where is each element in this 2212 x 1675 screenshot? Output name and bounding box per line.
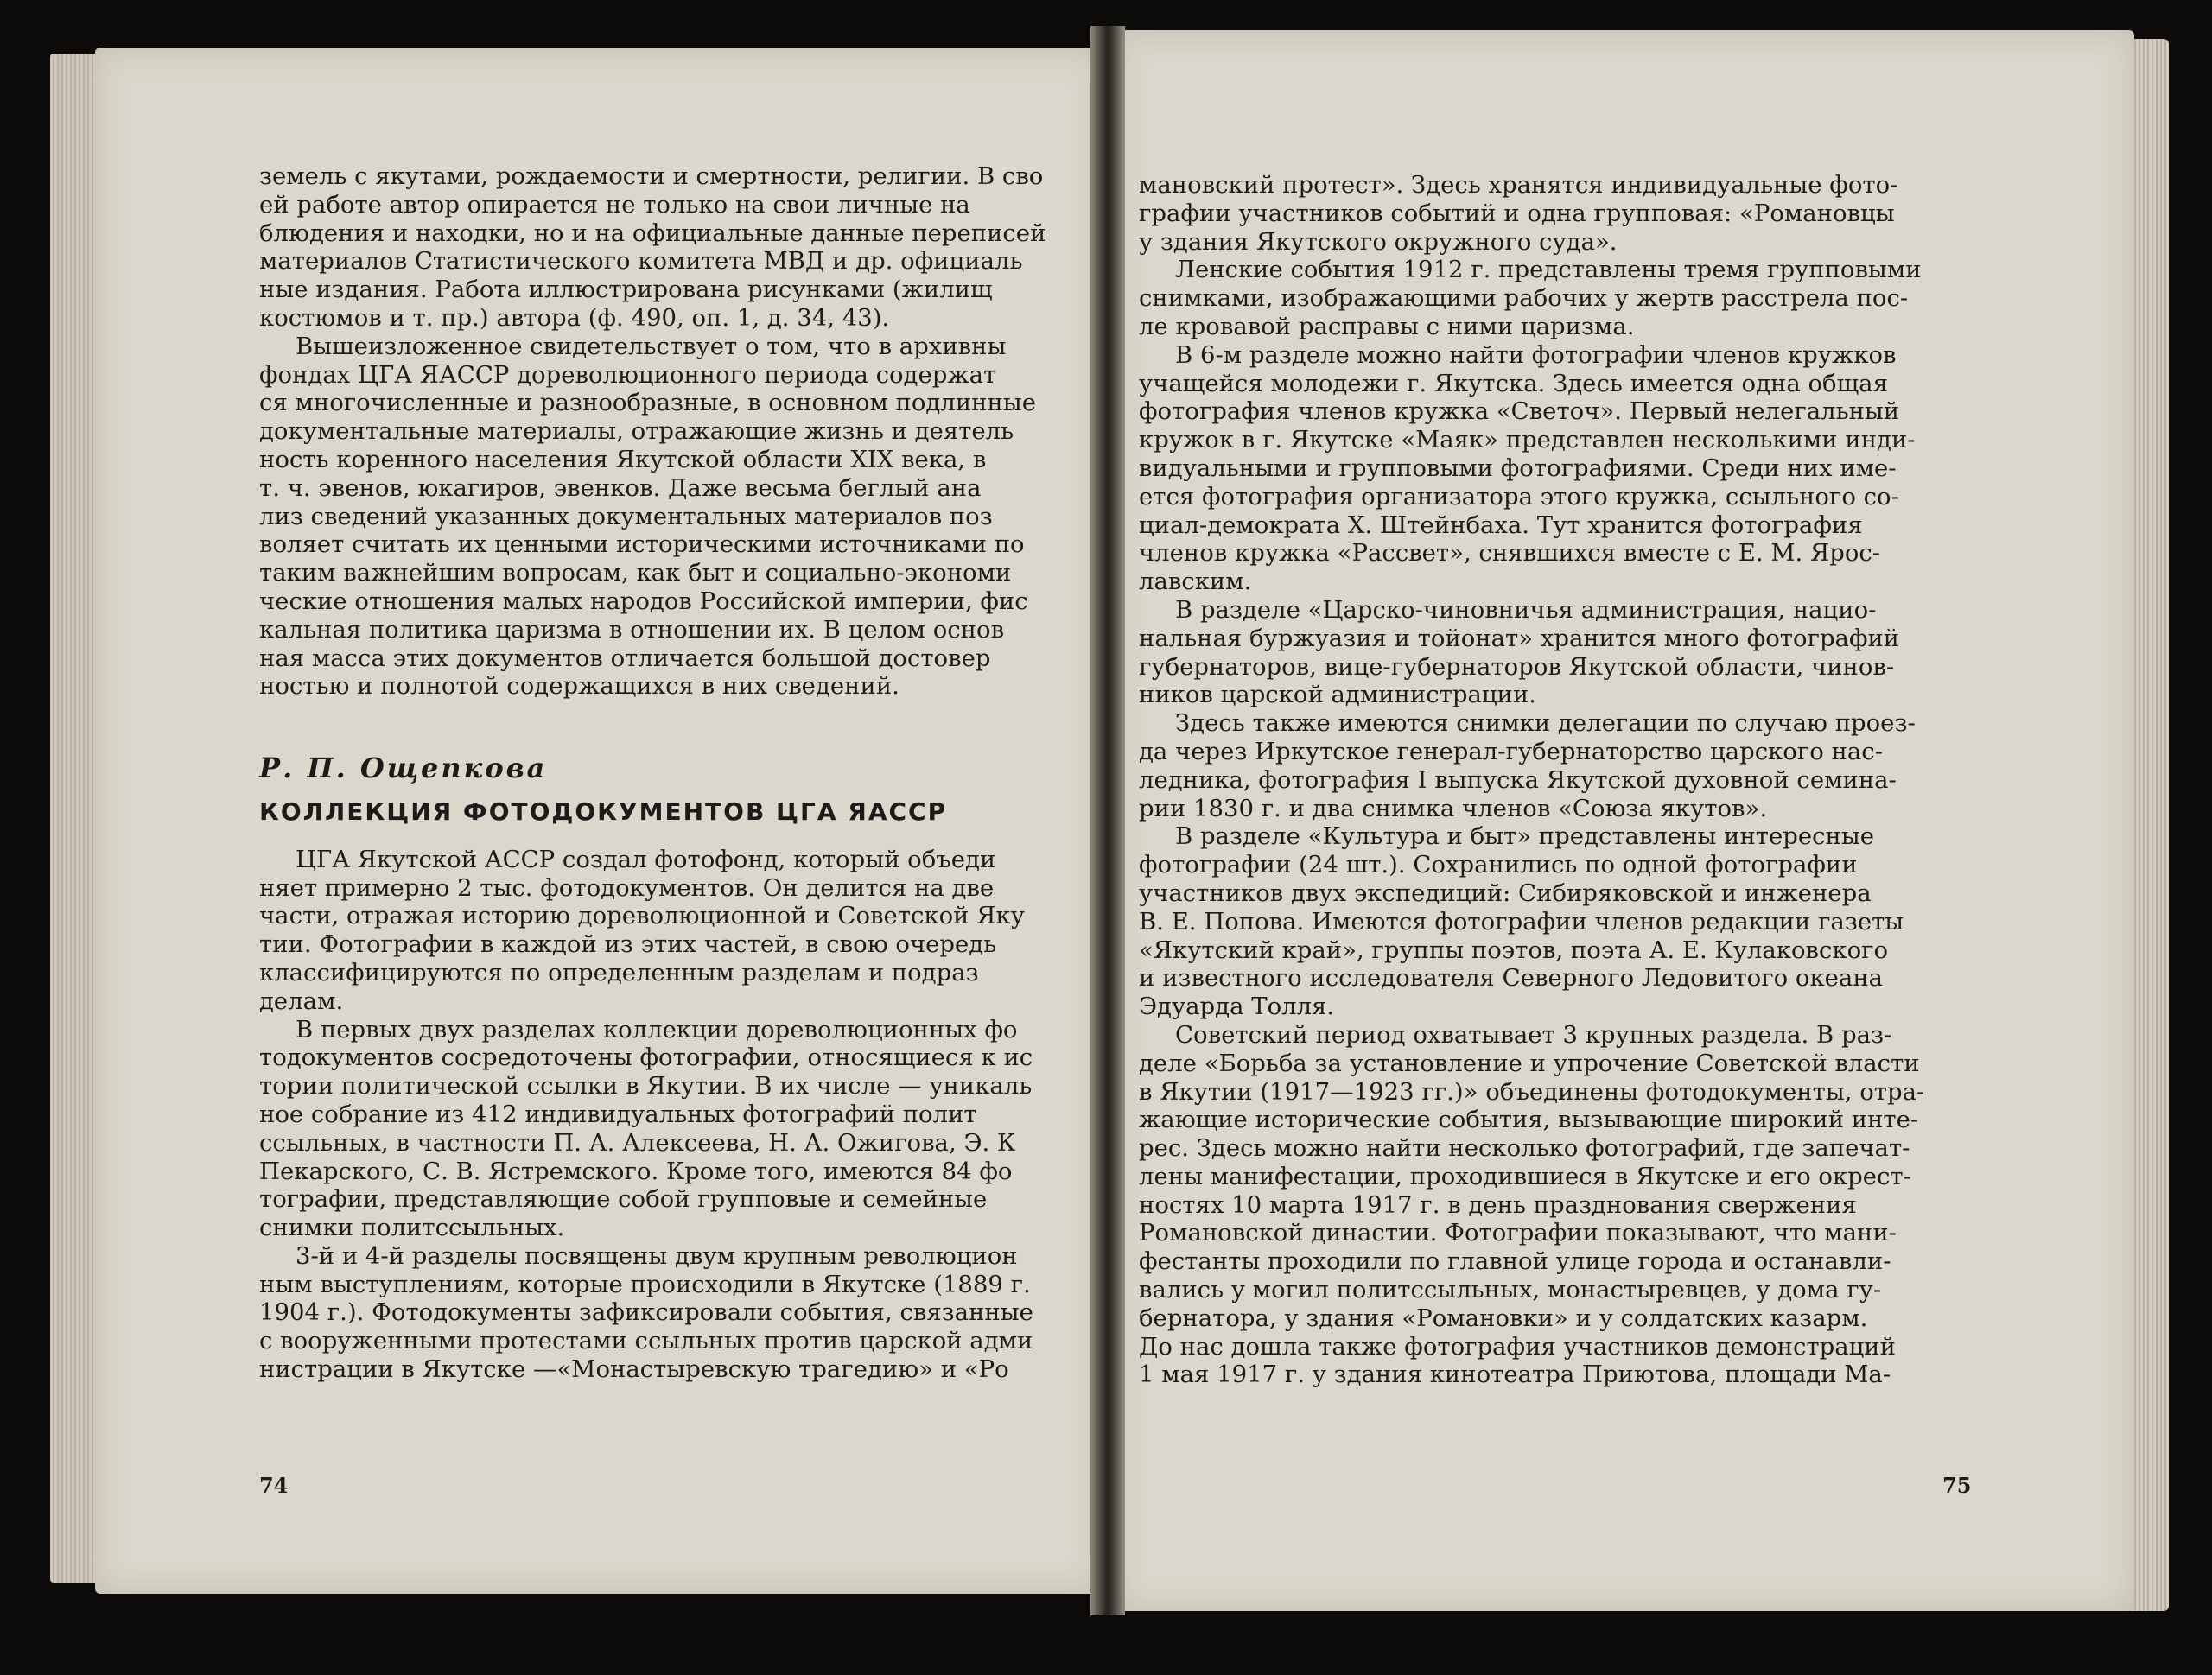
text-line: жающие исторические события, вызывающие широкий инте- <box>1139 1106 1919 1134</box>
text-line: земель с якутами, рождаемости и смертности, религии. В сво <box>259 162 1044 190</box>
text-line: бернатора, у здания «Романовки» и у солдатских казарм. <box>1139 1304 1868 1332</box>
article-paragraph-2 <box>259 1016 1073 1242</box>
text-line: Эдуарда Толля. <box>1139 993 1335 1021</box>
text-line: в Якутии (1917—1923 гг.)» объединены фотодокументы, отра- <box>1139 1077 1925 1106</box>
book-gutter <box>1090 26 1125 1615</box>
text-line: фотографии (24 шт.). Сохранились по одной фотографии <box>1139 851 1858 879</box>
text-line: костюмов и т. пр.) автора (ф. 490, оп. 1, д. 34, 43). <box>259 303 890 332</box>
text-line: лиз сведений указанных документальных материалов поз <box>259 502 993 530</box>
text-line: кружок в г. Якутске «Маяк» представлен несколькими инди- <box>1139 426 1916 454</box>
text-line: ные издания. Работа иллюстрирована рисунками (жилищ <box>259 276 993 304</box>
text-line: ческие отношения малых народов Российской империи, фис <box>259 587 1028 615</box>
text-line: документальные материалы, отражающие жизнь и деятель <box>259 417 1014 446</box>
text-line: тодокументов сосредоточены фотографии, относящиеся к ис <box>259 1044 1033 1072</box>
text-line: Советский период охватывает 3 крупных раздела. В раз- <box>1175 1020 1892 1049</box>
text-line: мановский протест». Здесь хранятся индивидуальные фото- <box>1139 171 1898 199</box>
text-line: нистрации в Якутске —«Монастыревскую трагедию» и «Ро <box>259 1355 1009 1384</box>
text-line: ледника, фотография I выпуска Якутской духовной семина- <box>1139 765 1897 794</box>
page-number-left: 74 <box>259 1473 289 1498</box>
text-line: материалов Статистического комитета МВД и др. официаль <box>259 247 1023 276</box>
text-line: В. Е. Попова. Имеются фотографии членов редакции газеты <box>1139 907 1904 936</box>
text-line: Пекарского, С. В. Ястремского. Кроме того, имеются 84 фо <box>259 1157 1013 1185</box>
text-line: фондах ЦГА ЯАССР дореволюционного периода содержат <box>259 360 997 389</box>
text-line: тории политической ссылки в Якутии. В их числе — уникаль <box>259 1072 1033 1101</box>
text-line: графии участников событий и одна групповая: «Романовцы <box>1139 199 1895 227</box>
text-line: ная масса этих документов отличается большой достовер <box>259 644 991 672</box>
page-number-right: 75 <box>1942 1473 1972 1498</box>
text-line: ностью и полнотой содержащихся в них сведений. <box>259 672 899 701</box>
text-line: делам. <box>259 987 344 1015</box>
text-line: Вышеизложенное свидетельствует о том, что в архивны <box>296 332 1007 360</box>
text-line: ным выступлениям, которые происходили в Якутске (1889 г. <box>259 1270 1031 1298</box>
text-line: ностях 10 марта 1917 г. в день празднования свержения <box>1139 1190 1857 1219</box>
text-line: с вооруженными протестами ссыльных против царской адми <box>259 1327 1033 1355</box>
text-line: фестанты проходили по главной улице города и останавли- <box>1139 1247 1891 1276</box>
text-line: Здесь также имеются снимки делегации по случаю проез- <box>1175 709 1916 738</box>
text-line: ей работе автор опирается не только на свои личные на <box>259 190 970 219</box>
text-line: Ленские события 1912 г. представлены тремя групповыми <box>1175 256 1922 284</box>
text-line: снимки политссыльных. <box>259 1214 565 1242</box>
text-line: лавским. <box>1139 568 1252 596</box>
text-line: фотография членов кружка «Светоч». Первый нелегальный <box>1139 397 1900 426</box>
article-author: Р. П. Ощепкова <box>259 752 548 785</box>
text-line: т. ч. эвенов, юкагиров, эвенков. Даже весьма беглый ана <box>259 473 982 502</box>
left-page-text <box>259 162 1073 1384</box>
text-line: и известного исследователя Северного Ледовитого океана <box>1139 964 1884 993</box>
article-title: КОЛЛЕКЦИЯ ФОТОДОКУМЕНТОВ ЦГА ЯАССР <box>259 796 948 826</box>
left-summary-paragraph <box>259 333 1073 701</box>
text-line: В разделе «Царско-чиновничья администрация, нацио- <box>1175 595 1877 624</box>
text-line: рес. Здесь можно найти несколько фотографий, где запечат- <box>1139 1134 1910 1163</box>
text-line: ется фотография организатора этого кружка, ссыльного со- <box>1139 482 1899 511</box>
text-line: ность коренного населения Якутской области XIX века, в <box>259 445 987 473</box>
text-line: лены манифестации, проходившиеся в Якутске и его окрест- <box>1139 1162 1911 1190</box>
text-line: нальная буржуазия и тойонат» хранится много фотографий <box>1139 624 1900 652</box>
text-line: вались у могил политссыльных, монастыревцев, у дома гу- <box>1139 1276 1882 1304</box>
text-line: снимками, изображающими рабочих у жертв расстрела пос- <box>1139 284 1909 313</box>
text-line: ное собрание из 412 индивидуальных фотографий полит <box>259 1100 977 1128</box>
text-line: части, отражая историю дореволюционной и Советской Яку <box>259 902 1025 930</box>
text-line: 1 мая 1917 г. у здания кинотеатра Приютова, площади Ма- <box>1139 1361 1891 1389</box>
text-line: губернаторов, вице-губернаторов Якутской области, чинов- <box>1139 652 1895 681</box>
text-line: До нас дошла также фотография участников демонстраций <box>1139 1332 1896 1361</box>
text-line: ся многочисленные и разнообразные, в основном подлинные <box>259 389 1036 417</box>
text-line: классифицируются по определенным разделам и подраз <box>259 958 979 987</box>
text-line: «Якутский край», группы поэтов, поэта А. Е. Кулаковского <box>1139 936 1889 964</box>
text-line: В разделе «Культура и быт» представлены интересные <box>1175 822 1875 851</box>
text-line: блюдения и находки, но и на официальные данные переписей <box>259 219 1046 247</box>
left-intro-paragraph <box>259 162 1073 333</box>
text-line: членов кружка «Рассвет», снявшихся вместе с Е. М. Ярос- <box>1139 539 1881 568</box>
text-line: В 6-м разделе можно найти фотографии членов кружков <box>1175 340 1897 369</box>
text-line: ле кровавой расправы с ними царизма. <box>1139 312 1635 340</box>
article-paragraph-1 <box>259 846 1073 1016</box>
text-line: Романовской династии. Фотографии показывают, что мани- <box>1139 1219 1897 1247</box>
text-line: да через Иркутское генерал-губернаторство царского нас- <box>1139 737 1883 765</box>
text-line: таким важнейшим вопросам, как быт и социально-экономи <box>259 559 1012 587</box>
right-page-text <box>1139 171 1953 1389</box>
text-line: учащейся молодежи г. Якутска. Здесь имеется одна общая <box>1139 369 1888 397</box>
text-line: рии 1830 г. и два снимка членов «Союза якутов». <box>1139 794 1768 822</box>
text-line: ников царской администрации. <box>1139 681 1536 709</box>
text-line: В первых двух разделах коллекции дореволюционных фо <box>296 1015 1018 1044</box>
text-line: деле «Борьба за установление и упрочение Советской власти <box>1139 1049 1920 1077</box>
text-line: участников двух экспедиций: Сибиряковской и инженера <box>1139 879 1872 907</box>
text-line: у здания Якутского окружного суда». <box>1139 227 1618 256</box>
text-line: ссыльных, в частности П. А. Алексеева, Н. А. Ожигова, Э. К <box>259 1128 1016 1157</box>
text-line: циал-демократа Х. Штейнбаха. Тут хранится фотография <box>1139 511 1863 539</box>
text-line: воляет считать их ценными историческими источниками по <box>259 530 1025 559</box>
text-line: няет примерно 2 тыс. фотодокументов. Он делится на две <box>259 873 995 902</box>
article-paragraph-3 <box>259 1242 1073 1384</box>
text-line: 3-й и 4-й разделы посвящены двум крупным революцион <box>296 1241 1018 1270</box>
text-line: видуальными и групповыми фотографиями. Среди них име- <box>1139 454 1897 482</box>
text-line: ЦГА Якутской АССР создал фотофонд, который объеди <box>296 845 996 873</box>
text-line: тии. Фотографии в каждой из этих частей, в свою очередь <box>259 930 997 959</box>
text-line: кальная политика царизма в отношении их. В целом основ <box>259 615 1005 644</box>
text-line: тографии, представляющие собой групповые и семейные <box>259 1185 988 1214</box>
text-line: 1904 г.). Фотодокументы зафиксировали события, связанные <box>259 1298 1033 1327</box>
